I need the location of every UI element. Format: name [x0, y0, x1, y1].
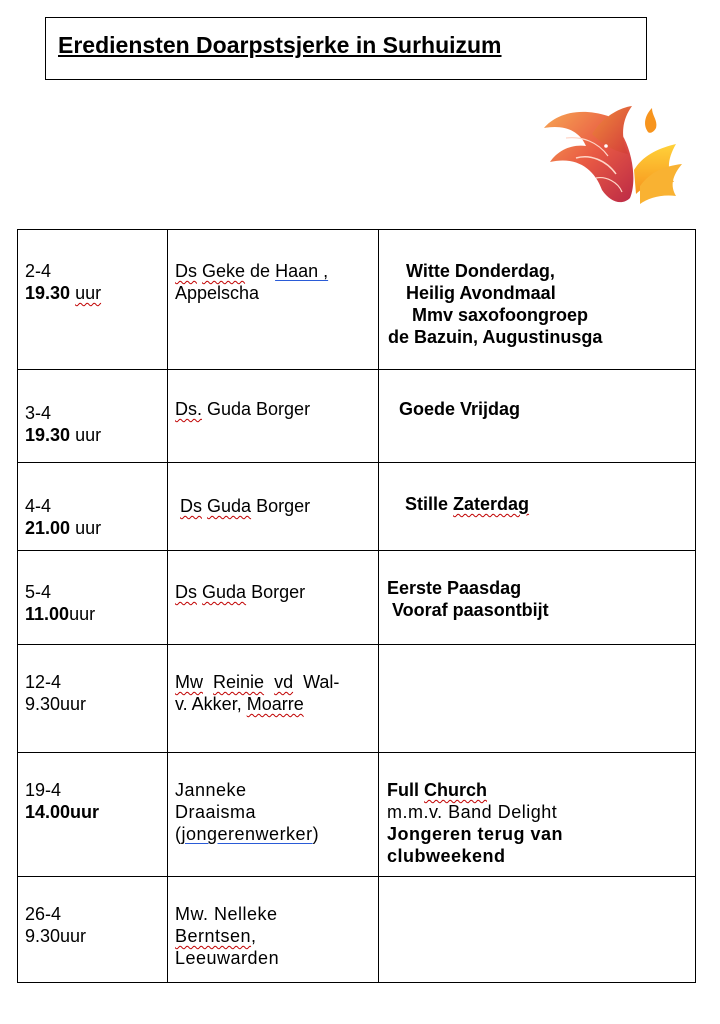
title-box	[45, 17, 647, 80]
minister-line: (jongerenwerker)	[175, 824, 320, 844]
service-time: 19.30 uur	[25, 425, 102, 445]
note-line: Eerste Paasdag	[387, 578, 522, 598]
service-time: 11.00uur	[25, 604, 96, 624]
service-time: 14.00uur	[25, 802, 100, 822]
service-date: 4-4	[25, 496, 52, 516]
notes-cell	[379, 645, 696, 753]
minister-cell	[168, 551, 379, 645]
table-row	[18, 645, 696, 753]
table-row	[18, 370, 696, 463]
service-time: 9.30uur	[25, 926, 87, 946]
minister-cell	[168, 753, 379, 877]
date-cell	[18, 753, 168, 877]
date-cell	[18, 551, 168, 645]
note-line: de Bazuin, Augustinusga	[388, 327, 603, 347]
notes-cell	[379, 230, 696, 370]
notes-cell	[379, 463, 696, 551]
minister-line: Ds Guda Borger	[175, 582, 306, 602]
dove-flame-logo	[536, 98, 686, 210]
note-line: Stille Zaterdag	[405, 494, 530, 514]
table-row	[18, 551, 696, 645]
notes-cell	[379, 370, 696, 463]
note-line: m.m.v. Band Delight	[387, 802, 558, 822]
minister-line: Appelscha	[175, 283, 260, 303]
service-time: 21.00 uur	[25, 518, 102, 538]
minister-cell	[168, 370, 379, 463]
minister-cell	[168, 877, 379, 983]
notes-cell	[379, 753, 696, 877]
note-line: Mmv saxofoongroep	[412, 305, 589, 325]
service-date: 2-4	[25, 261, 52, 281]
service-date: 19-4	[25, 780, 62, 800]
minister-line: Mw. Nelleke	[175, 904, 278, 924]
minister-line: Mw Reinie vd Wal-	[175, 672, 340, 692]
minister-line: Ds. Guda Borger	[175, 399, 311, 419]
date-cell	[18, 370, 168, 463]
service-date: 3-4	[25, 403, 52, 423]
note-line: Heilig Avondmaal	[406, 283, 556, 303]
table-row	[18, 877, 696, 983]
minister-cell	[168, 645, 379, 753]
service-time: 19.30 uur	[25, 283, 102, 303]
date-cell	[18, 463, 168, 551]
note-line: Witte Donderdag,	[406, 261, 555, 281]
note-line: Goede Vrijdag	[399, 399, 521, 419]
minister-line: Ds Guda Borger	[180, 496, 311, 516]
notes-cell	[379, 551, 696, 645]
note-line: Jongeren terug van	[387, 824, 564, 844]
table-row	[18, 753, 696, 877]
date-cell	[18, 645, 168, 753]
note-line: clubweekend	[387, 846, 506, 866]
notes-cell	[379, 877, 696, 983]
minister-line: Berntsen,	[175, 926, 257, 946]
service-date: 12-4	[25, 672, 62, 692]
minister-line: Leeuwarden	[175, 948, 280, 968]
table-row	[18, 463, 696, 551]
note-line: Full Church	[387, 780, 487, 800]
page-title: Erediensten Doarpstsjerke in Surhuizum	[58, 32, 502, 58]
date-cell	[18, 877, 168, 983]
date-cell	[18, 230, 168, 370]
minister-line: Janneke	[175, 780, 247, 800]
minister-line: Draaisma	[175, 802, 257, 822]
service-date: 5-4	[25, 582, 52, 602]
note-line: Vooraf paasontbijt	[392, 600, 549, 620]
service-time: 9.30uur	[25, 694, 87, 714]
minister-line: Ds Geke de Haan ,	[175, 261, 329, 281]
minister-cell	[168, 463, 379, 551]
minister-cell	[168, 230, 379, 370]
service-schedule-table	[17, 229, 696, 983]
service-date: 26-4	[25, 904, 62, 924]
table-row	[18, 230, 696, 370]
minister-line: v. Akker, Moarre	[175, 694, 304, 714]
